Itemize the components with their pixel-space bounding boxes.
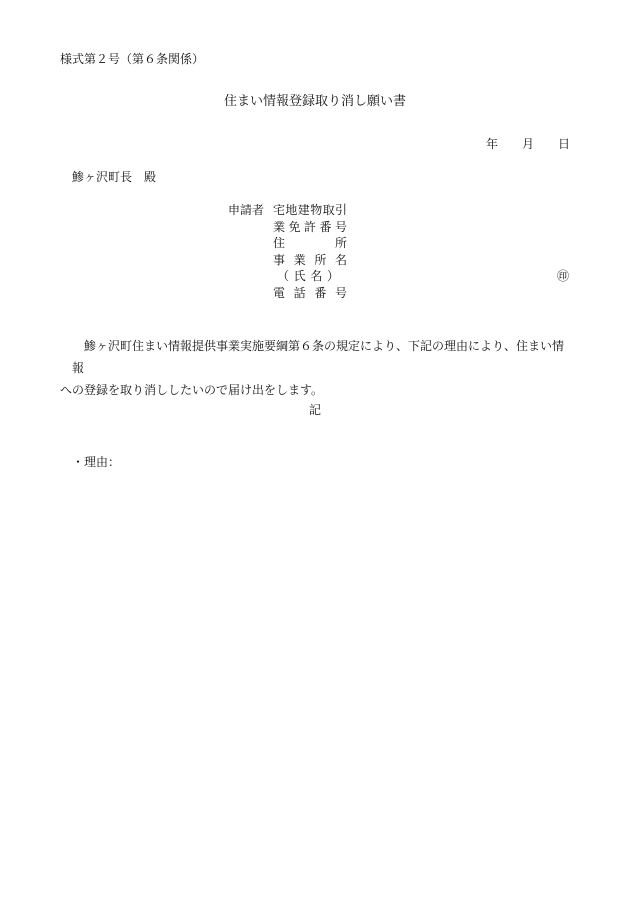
document-title: 住まい情報登録取り消し願い書 bbox=[223, 94, 406, 109]
addressee-name: 鯵ヶ沢町長 bbox=[72, 170, 133, 184]
applicant-field-phone: 電話番号 bbox=[273, 286, 347, 300]
applicant-field-business-name: 事業所名 bbox=[273, 253, 347, 267]
body-line-1: 鯵ヶ沢町住まい情報提供事業実施要綱第６条の規定により、下記の理由により、住まい情報 bbox=[72, 339, 565, 375]
seal-mark: ㊞ bbox=[557, 269, 570, 283]
date-day: 日 bbox=[557, 137, 570, 151]
date-month: 月 bbox=[521, 137, 534, 151]
applicant-field-license-1: 宅地建物取引 bbox=[273, 203, 347, 217]
body-line-2: への登録を取り消ししたいので届け出をします。 bbox=[60, 383, 324, 397]
date-line bbox=[486, 138, 570, 150]
reason-label: ・理由： bbox=[72, 455, 121, 469]
addressee bbox=[72, 171, 156, 183]
date-year: 年 bbox=[485, 137, 498, 151]
addressee-honorific: 殿 bbox=[144, 170, 157, 184]
form-number: 様式第２号（第６条関係） bbox=[60, 52, 205, 66]
ki-heading: 記 bbox=[308, 403, 321, 417]
applicant-label: 申請者 bbox=[228, 203, 265, 217]
body-paragraph bbox=[60, 335, 574, 401]
applicant-field-address: 住所 bbox=[273, 236, 347, 250]
applicant-field-name: （氏名） bbox=[277, 269, 339, 283]
applicant-field-license-2: 業免許番号 bbox=[273, 220, 347, 234]
